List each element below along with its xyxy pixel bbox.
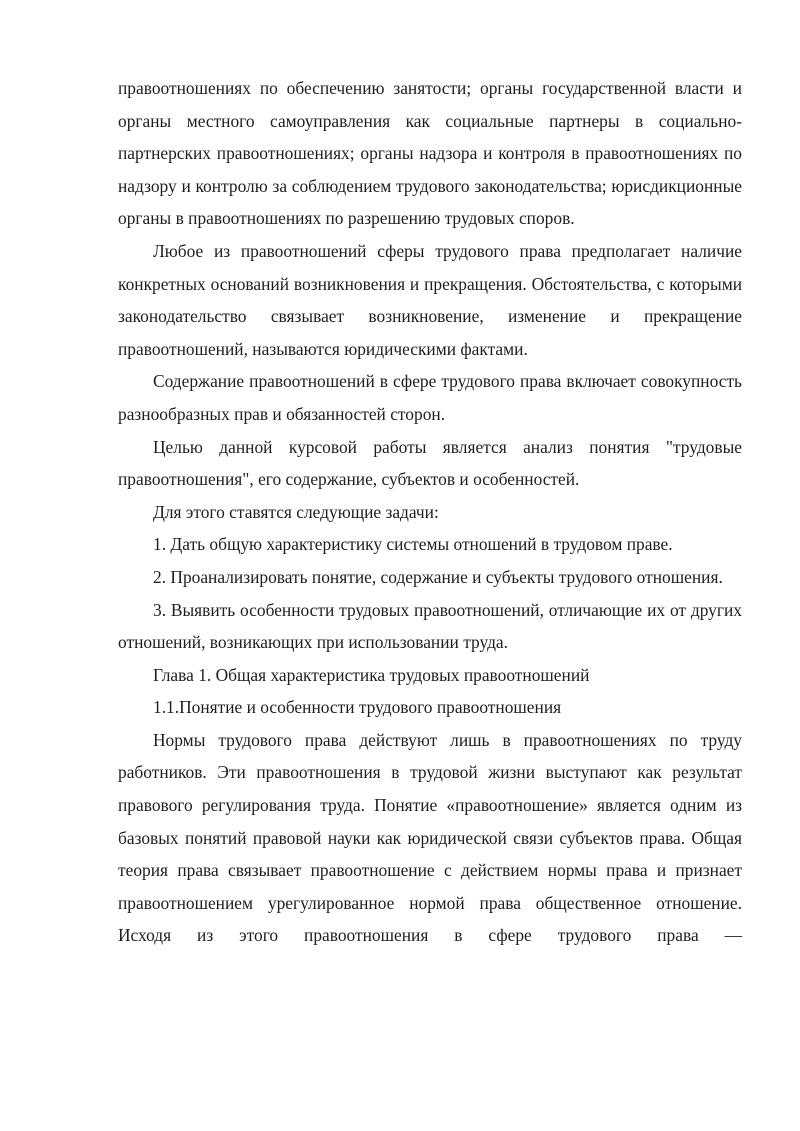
paragraph-tasks-intro: Для этого ставятся следующие задачи: — [153, 501, 439, 522]
task-item-1: 1. Дать общую характеристику системы отношений в трудовом праве. — [153, 534, 673, 555]
chapter-heading: Глава 1. Общая характеристика трудовых правоотношений — [153, 664, 590, 685]
paragraph-legal-facts: Любое из правоотношений сферы трудового права предполагает наличие конкретных оснований возникновения и прекращения. Обстоятельства, с которыми законодательство связывает возникновение, изменение и прекращение правоотношений, называются юридическими фактами. — [118, 240, 742, 359]
task-item-2: 2. Проанализировать понятие, содержание и субъекты трудового отношения. — [153, 566, 723, 587]
task-item-3: 3. Выявить особенности трудовых правоотношений, отличающие их от других отношений, возникающих при использовании труда. — [118, 599, 742, 653]
paragraph-continuation: правоотношениях по обеспечению занятости; органы государственной власти и органы местного самоуправления как социальные партнеры в социально-партнерских правоотношениях; органы надзора и контроля в правоотношениях по надзору и контролю за соблюдением трудового законодательства; юрисдикционные органы в правоотношениях по разрешению трудовых споров. — [118, 78, 742, 229]
section-heading: 1.1.Понятие и особенности трудового правоотношения — [153, 697, 562, 718]
paragraph-norms: Нормы трудового права действуют лишь в правоотношениях по труду работников. Эти правоотношения в трудовой жизни выступают как результат правового регулирования труда. Понятие «правоотношение» является одним из базовых понятий правовой науки как юридической связи субъектов права. Общая теория права связывает правоотношение с действием нормы права и признает правоотношением урегулированное нормой права общественное отношение. Исходя из этого правоотношения в сфере трудового права — — [118, 729, 742, 946]
paragraph-goal: Целью данной курсовой работы является анализ понятия "трудовые правоотношения", его содержание, субъектов и особенностей. — [118, 436, 742, 490]
paragraph-content: Содержание правоотношений в сфере трудового права включает совокупность разнообразных прав и обязанностей сторон. — [118, 371, 742, 424]
document-body — [118, 72, 742, 952]
